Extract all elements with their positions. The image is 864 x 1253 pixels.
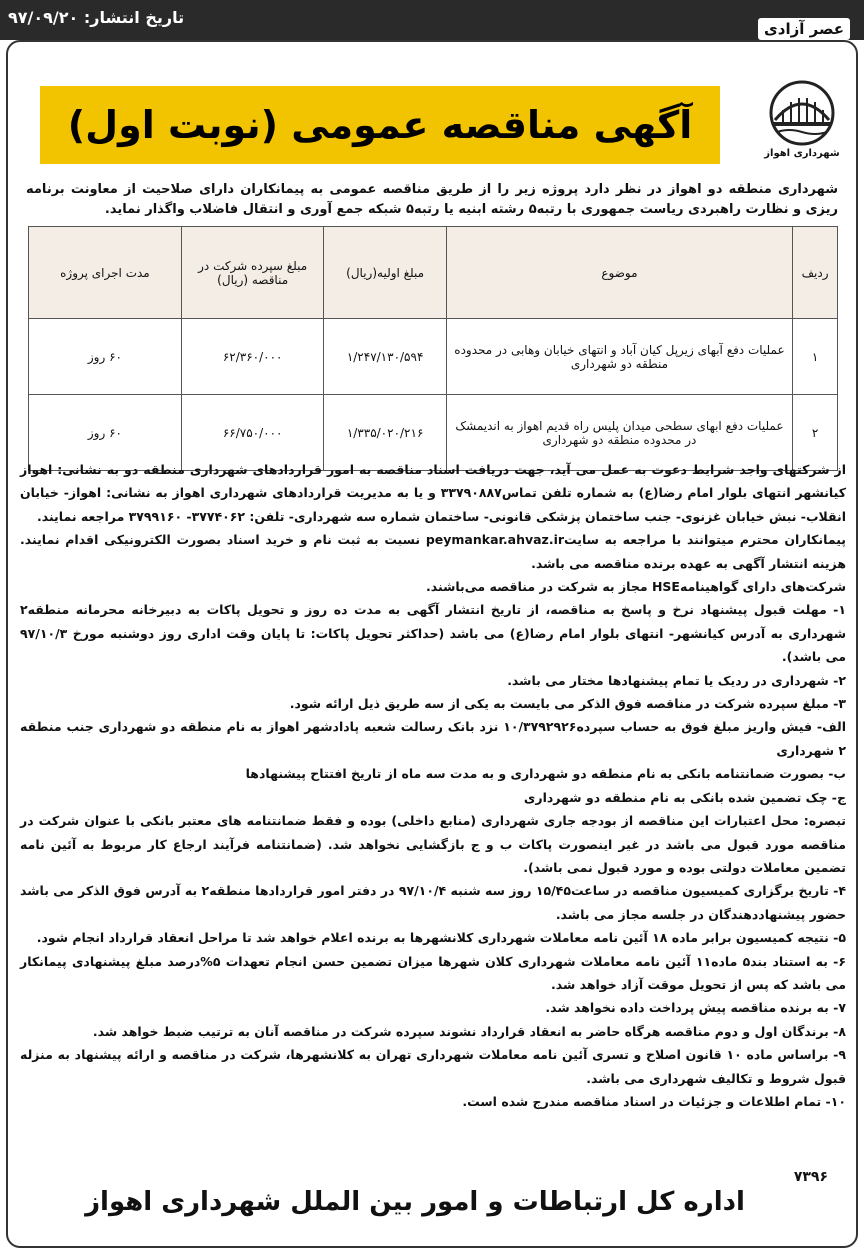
header-duration: مدت اجرای پروژه (29, 227, 182, 319)
body-paragraph: ج- چک تضمین شده بانکی به نام منطقه دو شهرداری (523, 789, 846, 805)
body-paragraph: الف- فیش واریز مبلغ فوق به حساب سپرده۱۰/۳۷۹۲۹۲۶ نزد بانک رسالت شعبه پادادشهر اهواز به نام منطقه دو شهرداری جنب منطقه ۲ شهرداری (20, 719, 846, 758)
tender-table (28, 226, 838, 471)
cell-deposit: ۶۲/۳۶۰/۰۰۰ (181, 319, 324, 395)
body-paragraph: ۲- شهرداری در ردیک یا تمام پیشنهادها مختار می باشد. (507, 672, 846, 688)
header-subject: موضوع (446, 227, 792, 319)
cell-deposit: ۶۶/۷۵۰/۰۰۰ (181, 395, 324, 471)
notice-body (20, 458, 846, 1113)
header-row-number: ردیف (793, 227, 838, 319)
title-banner (40, 86, 720, 164)
body-paragraph: ۹- براساس ماده ۱۰ قانون اصلاح و تسری آئین نامه معاملات شهرداری تهران به کلانشهرها، شرکت در مناقصه و ارائه پیشنهاد به منزله قبول شروط و تکالیف شهرداری می باشد. (20, 1047, 846, 1086)
body-paragraph: ۶- به استناد بند۵ ماده۱۱ آئین نامه معاملات شهرداری کلان شهرها میزان تضمین حسن انجام تعهدات ۵%درصد مبلغ پیشنهادی پیمانکار می باشد که پس از تحویل موقت آزاد خواهد شد. (20, 953, 846, 992)
header-deposit: مبلغ سپرده شرکت در مناقصه (ریال) (181, 227, 324, 319)
body-paragraph: ب- بصورت ضمانتنامه بانکی به نام منطقه دو شهرداری و به مدت سه ماه از تاریخ افتتاح پیشنهادها (245, 766, 846, 782)
body-paragraph: ۵- نتیجه کمیسیون برابر ماده ۱۸ آئین نامه معاملات شهرداری کلانشهرها به برنده اعلام خواهد شد تا مراحل انعقاد قرارداد انجام شود. (36, 930, 846, 946)
body-paragraph: از شرکتهای واجد شرایط دعوت به عمل می آید، جهت دریافت اسناد مناقصه به امور قراردادهای شهرداری منطقه دو به نشانی: اهواز کیانشهر انتهای بلوار امام رضا(ع) به شماره تلفن تماس۳۳۷۹۰۸۸۷ و یا به مدیریت قراردادهای شهرداری اهواز به نشانی: اهواز- خیابان انقلاب- نبش خیابان غزنوی- جنب ساختمان پزشکی قانونی- ساختمان شماره سه شهرداری- تلفن: ۳۷۷۴۰۶۲- ۳۷۹۹۱۶۰ مراجعه نمایند. (20, 462, 846, 524)
cell-initial-amount: ۱/۲۴۷/۱۳۰/۵۹۴ (324, 319, 446, 395)
body-paragraph: ۴- تاریخ برگزاری کمیسیون مناقصه در ساعت۱۵/۴۵ روز سه شنبه ۹۷/۱۰/۴ در دفتر امور قراردادها منطقه۲ به آدرس فوق الذکر می باشد حضور پیشنهاددهندگان در جلسه مجاز می باشد. (20, 883, 846, 922)
notice-code: ۷۳۹۶ (793, 1169, 828, 1185)
body-paragraph: پیمانکاران محترم میتوانند با مراجعه به سایتpeymankar.ahvaz.ir نسبت به ثبت نام و خرید اسناد بصورت الکترونیکی اقدام نمایند. هزینه انتشار آگهی به عهده برنده مناقصه می باشد. (20, 532, 847, 571)
page-title: آگهی مناقصه عمومی (نوبت اول) (67, 103, 693, 147)
cell-subject: عملیات دفع آبهای زیرپل کیان آباد و انتهای خیابان وهابی در محدوده منطقه دو شهرداری (446, 319, 792, 395)
newspaper-name: عصر آزادی (758, 18, 850, 40)
municipality-logo (760, 80, 844, 170)
body-paragraph: ۸- برندگان اول و دوم مناقصه هرگاه حاضر به انعقاد قرارداد نشوند سپرده شرکت در مناقصه آنان به ترتیب ضبط خواهد شد. (92, 1023, 846, 1039)
logo-caption: شهرداری اهواز (764, 148, 840, 159)
body-paragraph: ۷- به برنده مناقصه پیش پرداخت داده نخواهد شد. (545, 1000, 846, 1016)
body-paragraph: تبصره: محل اعتبارات این مناقصه از بودجه جاری شهرداری (منابع داخلی) بوده و فقط ضمانتنامه های معتبر بانکی با عنوان شرکت در مناقصه مورد قبول می باشد در غیر اینصورت پاکات ب و ج بازگشایی نخواهد شد. (ضمانتنامه فرآیند ارجاع کار مربوط به آئین نامه تضمین معاملات دولتی بوده و مورد قبول نمی باشد). (20, 813, 846, 875)
body-paragraph: ۳- مبلغ سپرده شرکت در مناقصه فوق الذکر می بایست به یکی از سه طریق ذیل ارائه شود. (289, 696, 846, 712)
table-row (29, 319, 838, 395)
cell-duration: ۶۰ روز (29, 395, 182, 471)
cell-row-number: ۲ (793, 395, 838, 471)
cell-row-number: ۱ (793, 319, 838, 395)
cell-initial-amount: ۱/۳۳۵/۰۲۰/۲۱۶ (324, 395, 446, 471)
cell-duration: ۶۰ روز (29, 319, 182, 395)
bridge-logo-icon (767, 80, 837, 146)
footer-signature: اداره کل ارتباطات و امور بین الملل شهرداری اهواز (85, 1187, 745, 1217)
body-paragraph: ۱- مهلت قبول پیشنهاد نرخ و پاسخ به مناقصه، از تاریخ انتشار آگهی به مدت ده روز و تحویل پاکات به دبیرخانه محرمانه منطقه۲ شهرداری به آدرس کیانشهر- انتهای بلوار امام رضا(ع) می باشد (حداکثر تحویل پاکات: تا پایان وقت اداری روز دوشنبه مورخ ۹۷/۱۰/۳ می باشد). (20, 602, 846, 665)
body-paragraph: ۱۰- تمام اطلاعات و جزئیات در اسناد مناقصه مندرج شده است. (462, 1093, 846, 1109)
intro-paragraph: شهرداری منطقه دو اهواز در نظر دارد پروژه زیر را از طریق مناقصه عمومی به پیمانکاران دارای صلاحیت از معاونت برنامه ریزی و نظارت راهبردی ریاست جمهوری با رتبه۵ رشته ابنیه یا رتبه۵ شبکه جمع آوری و انتقال فاضلاب واگذار نماید. (26, 182, 838, 217)
table-header-row (29, 227, 838, 319)
body-paragraph: شرکت‌های دارای گواهینامهHSE مجاز به شرکت در مناقصه می‌باشند. (426, 579, 846, 595)
header-initial-amount: مبلغ اولیه(ریال) (324, 227, 446, 319)
top-bar (0, 0, 864, 40)
publish-date: تاریخ انتشار: ۹۷/۰۹/۲۰ (8, 8, 185, 27)
cell-subject: عملیات دفع ابهای سطحی میدان پلیس راه قدیم اهواز به اندیمشک در محدوده منطقه دو شهرداری (446, 395, 792, 471)
